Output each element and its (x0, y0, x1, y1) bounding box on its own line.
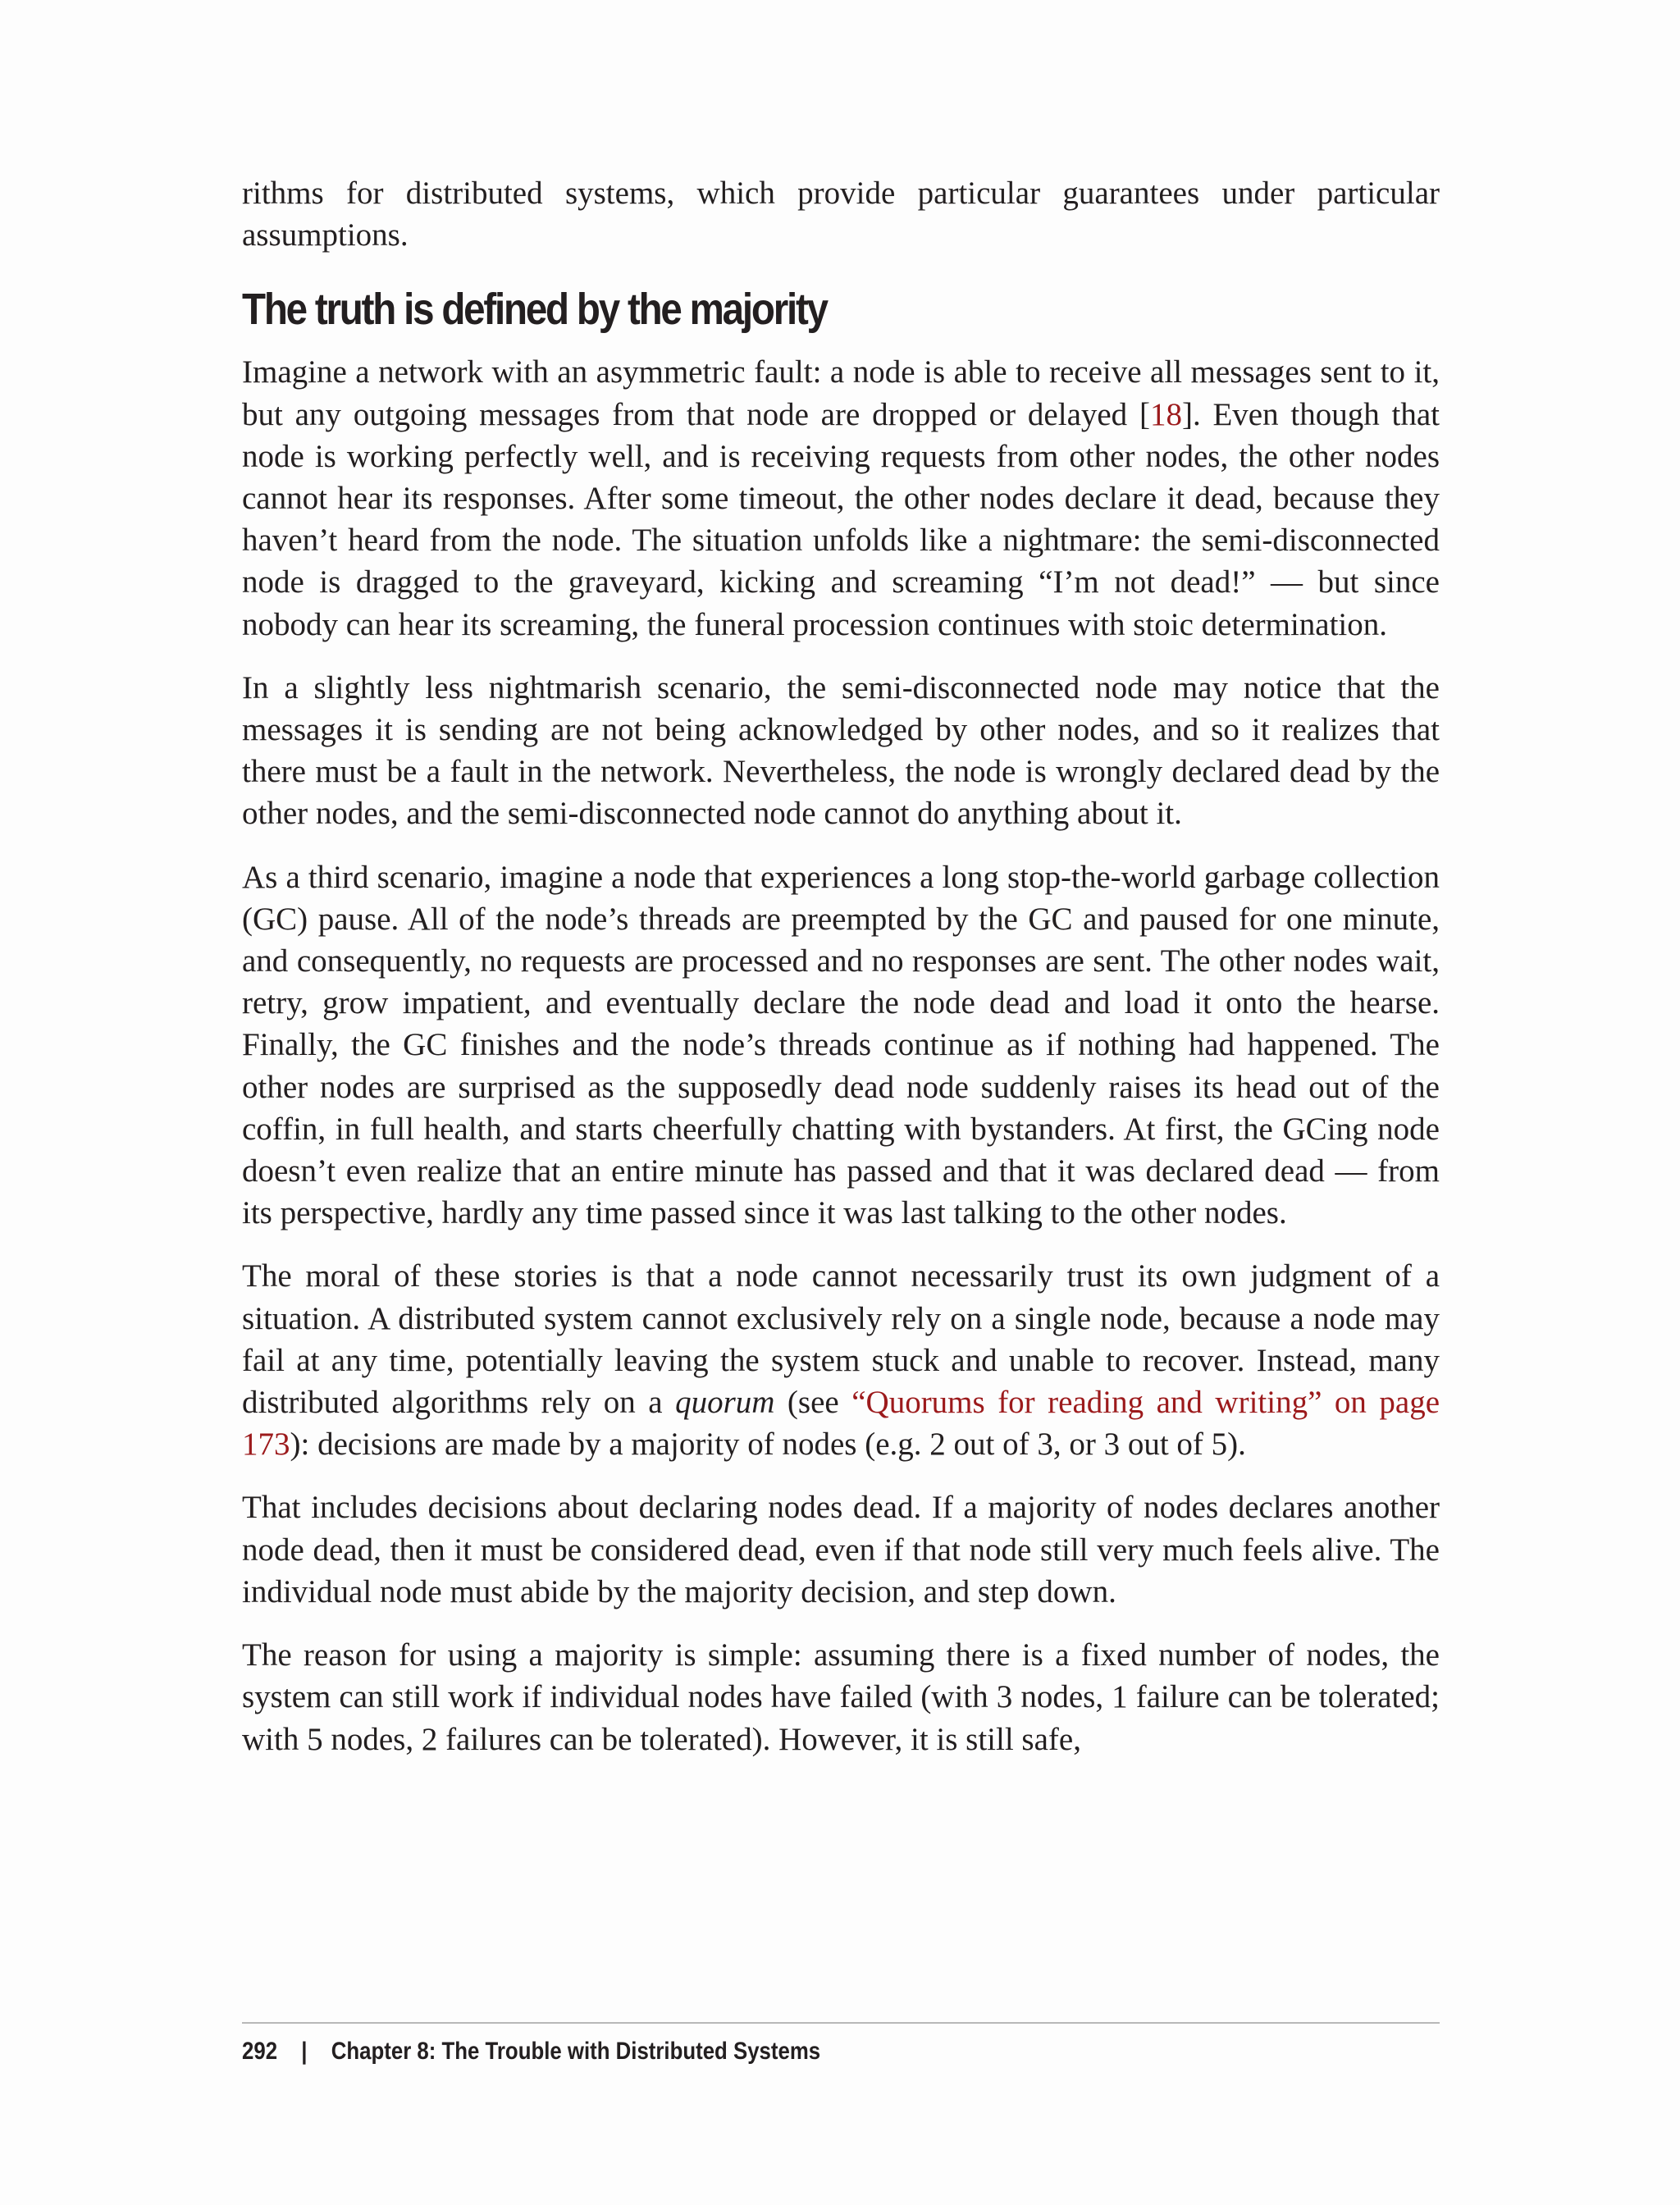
section-heading: The truth is defined by the majority (242, 285, 827, 335)
page-body (242, 172, 1440, 1782)
paragraph-text: ]. Even though that node is working perfectly well, and is receiving requests from other nodes, the other nodes cannot hear its responses. After some timeout, the other nodes declare it dead, because they haven’t heard from the node. The situation unfolds like a nightmare: the semi-disconnected node is dragged to the graveyard, kicking and screaming “I’m not dead!” — but since nobody can hear its screaming, the funeral procession continues with stoic determination. (242, 396, 1440, 642)
quorums-section-link[interactable]: “Quorums for reading and writing” on page 173 (242, 1385, 1440, 1463)
running-footer (242, 2035, 1272, 2068)
page-number: 292 (242, 2038, 278, 2065)
page-footer (242, 2022, 1440, 2068)
intro-text: rithms for distributed systems, which provide particular guarantees under particular assumptions. (242, 176, 1440, 253)
paragraph-moral (242, 1255, 1440, 1465)
quorum-term: quorum (675, 1385, 775, 1421)
paragraph-majority-reason (242, 1634, 1440, 1760)
paragraph-declaring-dead (242, 1486, 1440, 1613)
paragraph-text: (see (774, 1385, 852, 1421)
intro-paragraph (242, 172, 1440, 256)
paragraph-text: Imagine a network with an asymmetric fault: a node is able to receive all messages sent to it, but any outgoing messages from that node are dropped or delayed [ (242, 354, 1440, 432)
paragraph-less-nightmarish (242, 667, 1440, 835)
paragraph-text: As a third scenario, imagine a node that experiences a long stop-the-world garbage collection (GC) pause. All of the node’s threads are preempted by the GC and paused for one minute, and consequently, no requests are processed and no responses are sent. The other nodes wait, retry, grow impatient, and eventually declare the node dead and load it onto the hearse. Finally, the GC finishes and the node’s threads continue as if nothing had happened. The other nodes are surprised as the supposedly dead node suddenly raises its head out of the coffin, in full health, and starts cheerfully chatting with bystanders. At first, the GCing node doesn’t even realize that an entire minute has passed and that it was declared dead — from its perspective, hardly any time passed since it was last talking to the other nodes. (242, 859, 1440, 1231)
paragraph-text: That includes decisions about declaring nodes dead. If a majority of nodes declares another node dead, then it must be considered dead, even if that node still very much feels alive. The individual node must abide by the majority decision, and step down. (242, 1490, 1440, 1609)
paragraph-asymmetric-fault (242, 351, 1440, 645)
paragraph-text: The moral of these stories is that a node cannot necessarily trust its own judgment of a situation. A distributed system cannot exclusively rely on a single node, because a node may fail at any time, potentially leaving the system stuck and unable to recover. Instead, many distributed algorithms rely on a (242, 1258, 1440, 1421)
paragraph-gc-pause (242, 856, 1440, 1235)
chapter-title: Chapter 8: The Trouble with Distributed Systems (331, 2038, 821, 2065)
citation-link-18[interactable]: 18 (1149, 396, 1182, 432)
paragraph-text: The reason for using a majority is simple: assuming there is a fixed number of nodes, the system can still work if individual nodes have failed (with 3 nodes, 1 failure can be tolerated; with 5 nodes, 2 failures can be tolerated). However, it is still safe, (242, 1637, 1440, 1757)
footer-separator: | (301, 2038, 308, 2065)
paragraph-text: ): decisions are made by a majority of nodes (e.g. 2 out of 3, or 3 out of 5). (290, 1427, 1246, 1463)
footer-divider (242, 2022, 1440, 2024)
paragraph-text: In a slightly less nightmarish scenario, the semi-disconnected node may notice that the messages it is sending are not being acknowledged by other nodes, and so it realizes that there must be a fault in the network. Nevertheless, the node is wrongly declared dead by the other nodes, and the semi-disconnected node cannot do anything about it. (242, 669, 1440, 832)
